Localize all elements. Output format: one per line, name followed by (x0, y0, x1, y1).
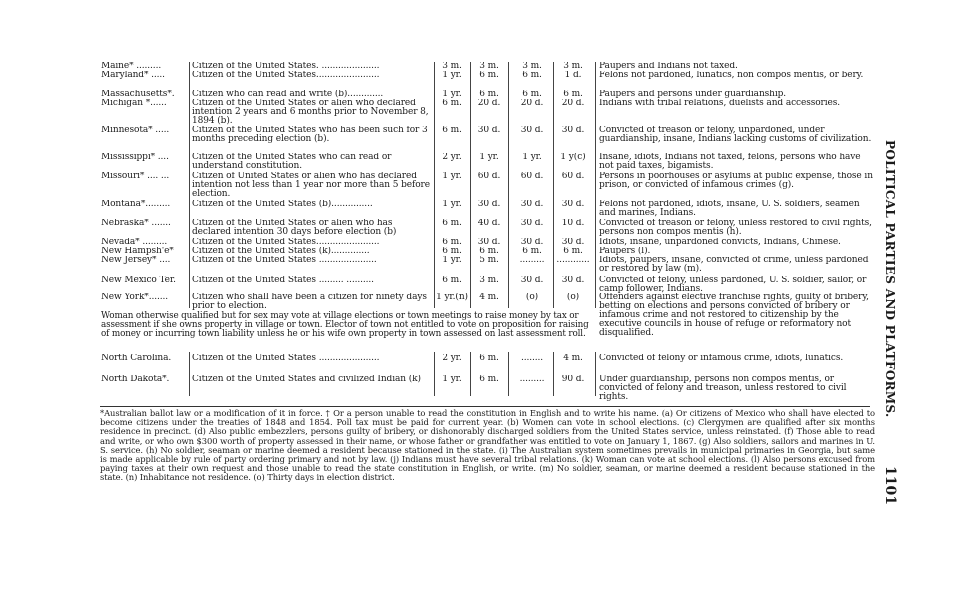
column-rule (470, 62, 471, 308)
residence-state-cell: 6 m. (442, 238, 462, 247)
column-rule (189, 352, 190, 396)
column-rule (595, 62, 596, 308)
residence-state-cell: 1 yr. (442, 71, 462, 80)
residence-state-cell: 1 yr. (442, 172, 462, 181)
residence-state-cell: 6 m. (442, 219, 462, 228)
citizenship-cell: Citizen of the United States ..................... (192, 256, 377, 265)
excluded-cell: Felons not pardoned, idiots, insane, U. S. soldiers, seamen and marines, Indians. (599, 200, 860, 218)
residence-precinct-cell: 1 d. (564, 71, 582, 80)
residence-county-cell: 60 d. (477, 172, 501, 181)
state-cell: Massachusetts*. (101, 90, 175, 99)
residence-state-cell: 1 yr. (442, 375, 462, 384)
residence-town-cell: 30 d. (520, 238, 544, 247)
state-cell: Maine* ......... (101, 62, 162, 71)
residence-precinct-cell: 30 d. (561, 200, 585, 209)
residence-state-cell: 1 yr. (442, 90, 462, 99)
citizenship-cell: Citizen who can read and write (b)............. (192, 90, 384, 99)
excluded-cell: Under guardianship, persons non compos mentis, or convicted of felony and treason, unless restored to civil rights. (599, 375, 847, 402)
residence-town-cell: 30 d. (520, 276, 544, 285)
residence-town-cell: ......... (519, 375, 545, 384)
residence-town-cell: 60 d. (520, 172, 544, 181)
residence-precinct-cell: 6 m. (563, 90, 583, 99)
residence-state-cell: 6 m. (442, 99, 462, 108)
excluded-cell: Idiots, paupers, insane, convicted of crime, unless pardoned or restored by law (m). (599, 256, 869, 274)
residence-county-cell: 6 m. (479, 375, 499, 384)
new-york-woman-suffrage-note: Woman otherwise qualified but for sex may vote at village elections or town meetings to raise money by tax or assessment if she owns property in village or town. Elector of town not entitled to vote on proposition for raising of money or incurring town liability unless he or his wife own property in town assessed on last assessment roll. (101, 311, 589, 339)
residence-precinct-cell: 6 m. (563, 247, 583, 256)
residence-county-cell: 30 d. (477, 238, 501, 247)
residence-county-cell: 5 m. (479, 256, 499, 265)
residence-town-cell: ......... (519, 256, 545, 265)
residence-precinct-cell: 1 y(c) (560, 153, 586, 162)
page-number: 1101 (882, 466, 898, 505)
residence-state-cell: 1 yr. (442, 256, 462, 265)
state-cell: North Dakota*. (101, 375, 170, 384)
residence-county-cell: 6 m. (479, 354, 499, 363)
residence-county-cell: 6 m. (479, 90, 499, 99)
state-cell: Nebraska* ....... (101, 219, 171, 228)
excluded-cell: Convicted of treason or felony, unpardoned, under guardianship, insane, Indians lacking customs of civilization. (599, 126, 872, 144)
residence-county-cell: 6 m. (479, 247, 499, 256)
citizenship-cell: Citizen of the United States who has been such for 3 months preceding election (b). (192, 126, 428, 144)
residence-precinct-cell: ............ (556, 256, 590, 265)
residence-town-cell: 30 d. (520, 200, 544, 209)
state-cell: Mississippi* .... (101, 153, 169, 162)
residence-state-cell: 1 yr.(n) (436, 293, 468, 302)
state-cell: Nevada* ......... (101, 238, 168, 247)
residence-precinct-cell: 30 d. (561, 276, 585, 285)
column-rule (508, 352, 509, 396)
residence-state-cell: 1 yr. (442, 200, 462, 209)
citizenship-cell: Citizen of the United States....................... (192, 71, 380, 80)
column-rule (553, 62, 554, 308)
residence-state-cell: 6 m. (442, 126, 462, 135)
residence-state-cell: 2 yr. (442, 153, 462, 162)
residence-state-cell: 3 m. (442, 62, 462, 71)
residence-town-cell: (o) (525, 293, 539, 302)
citizenship-cell: Citizen of the United States ......... .......... (192, 276, 374, 285)
state-cell: Montana*......... (101, 200, 171, 209)
state-cell: New Jersey* .... (101, 256, 171, 265)
residence-county-cell: 3 m. (479, 62, 499, 71)
residence-county-cell: 4 m. (479, 293, 499, 302)
footnotes: *Australian ballot law or a modification of it in force. † Or a person unable to read the constitution in English and to write his name. (a) Or citizens of Mexico who shall have elected to become citizens under the treaties of 1848 and 1854. Poll tax must be paid for current year. (b) Women can vote in school elections. (c) Clergymen are qualified after six months residence in precinct. (d) Also public embezzlers, persons guilty of bribery, or dishonorably discharged soldiers from the United States service, unless reinstated. (f) Those able to read and write, or who own $300 worth of property assessed in their name, or whose father or grandfather was entitled to vote on January 1, 1867. (g) Also soldiers, sailors and marines in U. S. service. (h) No soldier, seaman or marine deemed a resident because stationed in the state. (i) The Australian system sometimes prevails in municipal primaries in Georgia, but same is made applicable by rule of party ordering primary and not by law. (j) Indians must have several tribal relations. (k) Woman can vote at school elections. (l) Also persons excused from paying taxes at their own request and those unable to read the state constitution in English, or write. (m) No soldier, seaman, or marine deemed a resident because stationed in the state. (n) Inhabitance not residence. (o) Thirty days in election district. (100, 408, 875, 483)
column-rule (434, 352, 435, 396)
residence-precinct-cell: 10 d. (561, 219, 585, 228)
residence-county-cell: 30 d. (477, 126, 501, 135)
citizenship-cell: Citizen of the United States and civilized Indian (k) (192, 375, 421, 384)
residence-precinct-cell: 60 d. (561, 172, 585, 181)
residence-precinct-cell: 30 d. (561, 126, 585, 135)
excluded-cell: Paupers (l). (599, 247, 651, 256)
residence-town-cell: 6 m. (522, 247, 542, 256)
column-rule (508, 62, 509, 308)
residence-state-cell: 2 yr. (442, 354, 462, 363)
column-rule (553, 352, 554, 396)
residence-town-cell: 20 d. (520, 99, 544, 108)
state-cell: Minnesota* ..... (101, 126, 170, 135)
residence-county-cell: 3 m. (479, 276, 499, 285)
residence-precinct-cell: 20 d. (561, 99, 585, 108)
citizenship-cell: Citizen of the United States ...................... (192, 354, 380, 363)
residence-county-cell: 20 d. (477, 99, 501, 108)
column-rule (470, 352, 471, 396)
residence-town-cell: 6 m. (522, 90, 542, 99)
state-cell: North Carolina. (101, 354, 172, 363)
excluded-cell: Idiots, insane, unpardoned convicts, Indians, Chinese. (599, 238, 841, 247)
state-cell: Maryland* ..... (101, 71, 165, 80)
column-rule (189, 62, 190, 308)
citizenship-cell: Citizen of the United States. ..................... (192, 62, 380, 71)
excluded-cell: Indians with tribal relations, duelists and accessories. (599, 99, 841, 108)
citizenship-cell: Citizen of the United States (b)............... (192, 200, 373, 209)
residence-state-cell: 6 m. (442, 247, 462, 256)
citizenship-cell: Citizen of the United States....................... (192, 238, 380, 247)
residence-precinct-cell: (o) (566, 293, 580, 302)
residence-county-cell: 6 m. (479, 71, 499, 80)
excluded-cell: Convicted of felony or infamous crime, idiots, lunatics. (599, 354, 844, 363)
excluded-cell: Insane, idiots, Indians not taxed, felons, persons who have not paid taxes, bigamists. (599, 153, 861, 171)
residence-county-cell: 30 d. (477, 200, 501, 209)
excluded-cell: Offenders against elective franchise rights, guilty of bribery, betting on elections and persons convicted of bribery or infamous crime and not restored to citizenship by the executive councils in house of refuge or reformatory not disqualified. (599, 293, 869, 338)
state-cell: Michigan *...... (101, 99, 167, 108)
citizenship-cell: Citizen of the United States who can read or understand constitution. (192, 153, 392, 171)
column-rule (434, 62, 435, 308)
residence-state-cell: 6 m. (442, 276, 462, 285)
excluded-cell: Felons not pardoned, lunatics, non compos mentis, or bery. (599, 71, 864, 80)
residence-county-cell: 40 d. (477, 219, 501, 228)
citizenship-cell: Citizen of United States or alien who has declared intention not less than 1 year nor more than 5 before election. (192, 172, 430, 199)
residence-town-cell: 6 m. (522, 71, 542, 80)
residence-precinct-cell: 30 d. (561, 238, 585, 247)
excluded-cell: Convicted of treason or felony, unless restored to civil rights, persons non compos mentis (h). (599, 219, 872, 237)
state-cell: New Mexico Ter. (101, 276, 176, 285)
residence-town-cell: ........ (520, 354, 544, 363)
residence-town-cell: 30 d. (520, 219, 544, 228)
residence-precinct-cell: 90 d. (561, 375, 585, 384)
state-cell: Missouri* .... ... (101, 172, 170, 181)
citizenship-cell: Citizen who shall have been a citizen for ninety days prior to election. (192, 293, 427, 311)
citizenship-cell: Citizen of the United States or alien who has declared intention 30 days before election (b) (192, 219, 397, 237)
state-cell: New York*....... (101, 293, 169, 302)
column-rule (595, 352, 596, 396)
running-title: POLITICAL PARTIES AND PLATFORMS. (883, 140, 897, 418)
footnote-rule (100, 406, 870, 407)
residence-town-cell: 30 d. (520, 126, 544, 135)
excluded-cell: Paupers and persons under guardianship. (599, 90, 787, 99)
citizenship-cell: Citizen of the United States or alien who declared intention 2 years and 6 months prior to November 8, 1894 (b). (192, 99, 429, 126)
excluded-cell: Persons in poorhouses or asylums at public expense, those in prison, or convicted of infamous crimes (g). (599, 172, 873, 190)
excluded-cell: Convicted of felony, unless pardoned, U. S. soldier, sailor, or camp follower, Indians. (599, 276, 867, 294)
residence-town-cell: 1 yr. (522, 153, 542, 162)
residence-precinct-cell: 3 m. (563, 62, 583, 71)
residence-town-cell: 3 m. (522, 62, 542, 71)
state-cell: New Hampsh'e* (101, 247, 174, 256)
excluded-cell: Paupers and Indians not taxed. (599, 62, 738, 71)
residence-county-cell: 1 yr. (479, 153, 499, 162)
citizenship-cell: Citizen of the United States (k).............. (192, 247, 370, 256)
residence-precinct-cell: 4 m. (563, 354, 583, 363)
